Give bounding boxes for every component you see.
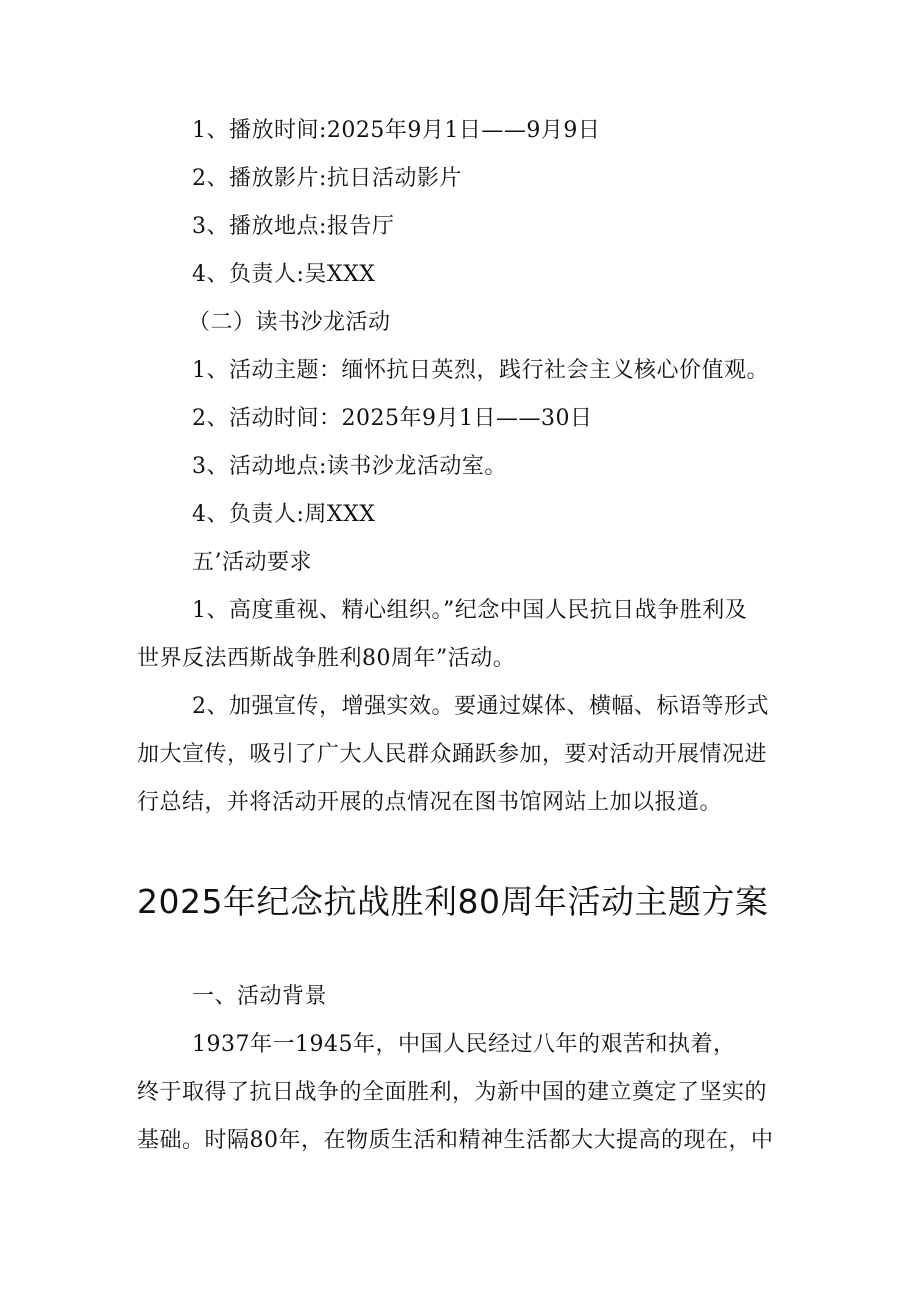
requirement-1-line-2: 世界反法西斯战争胜利80周年”活动。	[137, 646, 516, 671]
salon-item-location: 3、活动地点:读书沙龙活动室。	[192, 454, 507, 479]
requirement-1-line-1: 1、高度重视、精心组织。”纪念中国人民抗日战争胜利及	[192, 598, 748, 623]
background-line-3: 基础。时隔80年，在物质生活和精神生活都大大提高的现在，中	[137, 1128, 774, 1153]
requirement-2-line-2: 加大宣传，吸引了广大人民群众踊跃参加，要对活动开展情况进	[137, 742, 768, 767]
schedule-item-owner: 4、负责人:吴XXX	[192, 262, 376, 287]
schedule-item-film: 2、播放影片:抗日活动影片	[192, 166, 462, 191]
requirement-2-line-1: 2、加强宣传，增强实效。要通过媒体、横幅、标语等形式	[192, 694, 769, 719]
salon-item-time: 2、活动时间：2025年9月1日——30日	[192, 406, 593, 431]
salon-item-theme: 1、活动主题：缅怀抗日英烈，践行社会主义核心价值观。	[192, 358, 769, 383]
background-heading: 一、活动背景	[192, 984, 328, 1009]
schedule-item-location: 3、播放地点:报告厅	[192, 214, 395, 239]
background-line-1: 1937年一1945年，中国人民经过八年的艰苦和执着，	[192, 1032, 736, 1057]
background-line-2: 终于取得了抗日战争的全面胜利，为新中国的建立奠定了坚实的	[137, 1080, 768, 1105]
schedule-item-time: 1、播放时间:2025年9月1日——9月9日	[192, 118, 601, 143]
requirements-heading: 五’活动要求	[192, 550, 312, 575]
document-title: 2025年纪念抗战胜利80周年活动主题方案	[137, 882, 769, 921]
salon-heading: （二）读书沙龙活动	[188, 310, 391, 335]
salon-item-owner: 4、负责人:周XXX	[192, 502, 376, 527]
requirement-2-line-3: 行总结，并将活动开展的点情况在图书馆网站上加以报道。	[137, 790, 723, 815]
